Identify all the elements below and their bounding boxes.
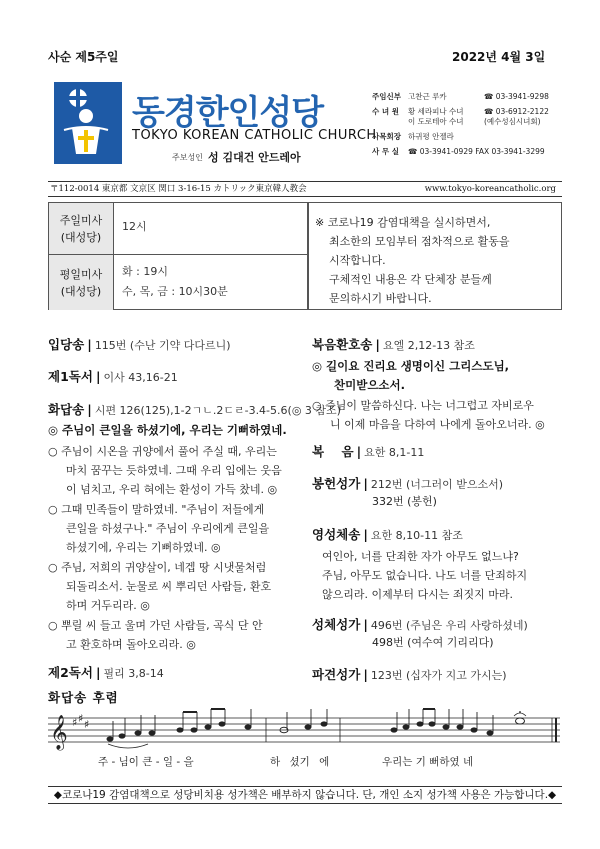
psalm-verse-4-line-2: 고 환호하며 돌아오리라. ◎	[66, 638, 196, 651]
recessional-title: 파견성가	[312, 667, 361, 682]
communion-hymn: 성체성가 | 496번 (주님은 우리 사랑하셨네)	[312, 617, 528, 632]
weekday-mass-label-2: (대성당)	[60, 284, 102, 298]
lyric-part-2: 하 셨기 에	[270, 756, 330, 768]
notice-line-5: 문의하시기 바랍니다.	[329, 292, 432, 305]
sunday-mass-label	[49, 203, 114, 254]
sunday-mass-label-1: 주일미사	[59, 213, 103, 227]
acclamation-verse-2: 니 이제 마음을 다하여 나에게 돌아오너라. ◎	[330, 418, 545, 431]
weekday-mass-label	[49, 255, 114, 310]
patron-label: 주보성인	[172, 153, 203, 162]
communion-1: 496번 (주님은 우리 사랑하셨네)	[370, 619, 528, 632]
offertory-2: 332번 (봉헌)	[372, 495, 437, 508]
responsorial-psalm: 화답송 | 시편 126(125),1-2ㄱㄴ.2ㄷㄹ-3.4-5.6(◎ 3 참조)	[48, 402, 341, 417]
communion-ant-ref: 요한 8,10-11 참조	[370, 529, 463, 542]
offertory-hymn: 봉헌성가 | 212번 (너그러이 받으소서)	[312, 476, 504, 491]
communion-title: 성체성가	[312, 617, 361, 632]
sisters-phone: ☎ 03-6912-2122	[484, 107, 549, 116]
pastor-name: 고찬근 루카	[408, 92, 447, 101]
communion-ant-title: 영성체송	[312, 527, 361, 542]
svg-text:♯: ♯	[78, 712, 84, 725]
council-name: 하귀평 안젤라	[408, 132, 454, 141]
mass-schedule-table	[48, 202, 308, 310]
psalm-verse-2-line-3: 하셨기에, 우리는 기뻐하였네. ◎	[66, 541, 221, 554]
entrance-title: 입당송	[48, 337, 85, 352]
notice-box	[308, 202, 562, 310]
communion-2: 498번 (여수여 기리리다)	[372, 636, 494, 649]
recessional-text: 123번 (십자가 지고 가시는)	[370, 669, 507, 682]
patron-saint: 성 김대건 안드레아	[208, 151, 301, 164]
psalm-title: 화답송	[48, 402, 85, 417]
psalm-verse-2-line-1: ○ 그때 민족들이 말하였네. "주님이 저들에게	[48, 503, 265, 516]
psalm-verse-4-line-1: ○ 뿌릴 씨 들고 울며 가던 사람들, 곡식 단 안	[48, 619, 263, 632]
psalm-verse-3-line-3: 하며 거두리라. ◎	[66, 599, 150, 612]
gospel-text: 요한 8,1-11	[364, 446, 425, 459]
notice-line-4: 구체적인 내용은 각 단체장 분들께	[329, 273, 492, 286]
acclamation-verse-1: ○ 주님이 말씀하신다. 나는 너그럽고 자비로우	[312, 399, 534, 412]
office-contact: ☎ 03-3941-0929 FAX 03-3941-3299	[408, 147, 545, 156]
acclamation-response-2: 찬미받으소서.	[334, 378, 406, 392]
psalm-verse-1-line-3: 이 넘치고, 우리 혀에는 환성이 가득 찼네. ◎	[66, 483, 278, 496]
postal-address: 〒112-0014 東京都 文京区 関口 3-16-15 カトリック東京韓人教会	[50, 184, 307, 194]
gospel-acc-text: 요엘 2,12-13 참조	[382, 339, 475, 352]
second-reading: 제2독서 | 필리 3,8-14	[48, 665, 164, 680]
communion-antiphon: 영성체송 | 요한 8,10-11 참조	[312, 527, 463, 542]
church-name-korean: 동경한인성당	[132, 93, 324, 133]
psalm-verse-2-line-2: 큰일을 하셨구나." 주님이 우리에게 큰일을	[66, 522, 270, 535]
psalm-verse-1-line-1: ○ 주님이 시온을 귀양에서 풀어 주실 때, 우리는	[48, 445, 277, 458]
weekday-mass-label-1: 평일미사	[59, 267, 103, 281]
notice-line-2: 최소한의 모임부터 점차적으로 활동을	[329, 235, 510, 248]
notice-line-1: ※ 코로나19 감염대책을 실시하면서,	[315, 216, 491, 229]
sister-1: 황 세라피나 수녀	[408, 107, 464, 116]
psalm-verse-3-line-2: 되돌리소서. 눈물로 씨 뿌리던 사람들, 환호	[66, 580, 272, 593]
weekday-mass-row	[49, 255, 307, 310]
sister-2: 이 도로테아 수녀	[408, 117, 464, 126]
reading2-text: 필리 3,8-14	[103, 667, 164, 680]
psalm-ref: 시편 126(125),1-2ㄱㄴ.2ㄷㄹ-3.4-5.6(◎ 3 참조)	[94, 404, 341, 417]
footer-notice: ◆코로나19 감염대책으로 성당비치용 성가책은 배부하지 않습니다. 단, 개인 소지 성가책 사용은 가능합니다.◆	[48, 786, 562, 804]
reading2-title: 제2독서	[48, 665, 93, 680]
church-logo-icon	[56, 84, 120, 162]
communion-antiphon-line-1: 여인아, 너를 단죄한 자가 아무도 없느냐?	[322, 550, 519, 563]
svg-text:♯: ♯	[84, 718, 90, 731]
address-bar	[48, 181, 562, 197]
pastor-phone: ☎ 03-3941-9298	[484, 92, 549, 101]
gospel-acclamation: 복음환호송 | 요엘 2,12-13 참조	[312, 337, 475, 352]
sisters-role: 수 녀 원	[372, 107, 399, 116]
sisters-note: (예수성심시녀회)	[484, 117, 541, 126]
sunday-mass-row	[49, 203, 307, 255]
gospel-acc-title: 복음환호송	[312, 337, 373, 352]
psalm-verse-3-line-1: ○ 주님, 저희의 귀양살이, 네겝 땅 시냇물처럼	[48, 561, 267, 574]
pastor-role: 주임신부	[372, 92, 401, 101]
offertory-title: 봉헌성가	[312, 476, 361, 491]
communion-antiphon-line-3: 않으리라. 이제부터 다시는 죄짓지 마라.	[322, 588, 513, 601]
acclamation-response-1: ◎ 길이요 진리요 생명이신 그리스도님,	[312, 359, 510, 373]
psalm-refrain-title: 화답송 후렴	[48, 690, 119, 705]
entrance-text: 115번 (수난 기약 다다르니)	[94, 339, 231, 352]
gospel-title: 복 음	[312, 444, 354, 459]
lyric-part-1: 주 - 님이 큰 - 일 - 을	[98, 756, 194, 768]
weekday-mass-time-1: 화 : 19시	[122, 265, 168, 278]
reading1-text: 이사 43,16-21	[103, 371, 178, 384]
entrance-hymn: 입당송 | 115번 (수난 기약 다다르니)	[48, 337, 231, 352]
office-role: 사 무 실	[372, 147, 399, 156]
psalm-response: ◎ 주님이 큰일을 하셨기에, 우리는 기뻐하였네.	[48, 423, 287, 437]
recessional-hymn: 파견성가 | 123번 (십자가 지고 가시는)	[312, 667, 507, 682]
svg-text:𝄞: 𝄞	[50, 715, 68, 750]
notice-line-3: 시작합니다.	[329, 254, 386, 267]
season-label: 사순 제5주일	[48, 50, 119, 64]
weekday-mass-time-2: 수, 목, 금 : 10시30분	[122, 285, 228, 298]
communion-antiphon-line-2: 주님, 아무도 없습니다. 나도 너를 단죄하지	[322, 569, 528, 582]
church-name-english: TOKYO KOREAN CATHOLIC CHURCH	[132, 128, 377, 143]
first-reading: 제1독서 | 이사 43,16-21	[48, 369, 178, 384]
offertory-1: 212번 (너그러이 받으소서)	[370, 478, 504, 491]
lyric-part-3: 우리는 기 뻐하였 네	[382, 756, 474, 768]
staff-directory	[372, 92, 562, 162]
bulletin-date: 2022년 4월 3일	[452, 50, 546, 64]
website-link[interactable]: www.tokyo-koreancatholic.org	[424, 184, 556, 194]
gospel: 복 음 | 요한 8,1-11	[312, 444, 425, 459]
psalm-verse-1-line-2: 마치 꿈꾸는 듯하였네. 그때 우리 입에는 웃음	[66, 464, 282, 477]
council-role: 사목회장	[372, 132, 401, 141]
svg-text:♯: ♯	[72, 716, 78, 729]
reading1-title: 제1독서	[48, 369, 93, 384]
sunday-mass-time: 12시	[122, 220, 147, 233]
sunday-mass-label-2: (대성당)	[60, 230, 102, 244]
